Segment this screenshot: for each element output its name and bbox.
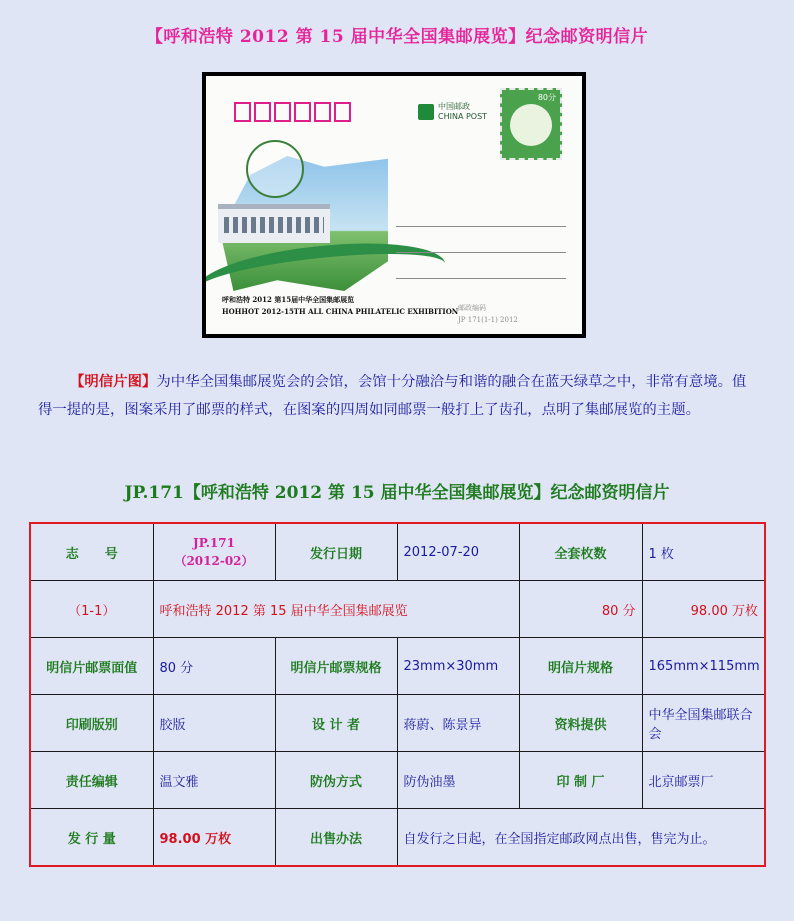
editor: 温文雅 <box>153 752 275 809</box>
item-quantity: 98.00 万枚 <box>642 581 765 638</box>
description-text: 为中华全国集邮展览会的会馆，会馆十分融洽与和谐的融合在蓝天绿草之中，非常有意境。值得一提的是，图案采用了邮票的样式，在图案的四周如同邮票一般打上了齿孔，点明了集邮展览的主题。 <box>38 374 747 418</box>
label-cell: 发行日期 <box>275 523 397 581</box>
issue-info-table <box>29 522 766 867</box>
label-cell: 明信片邮票规格 <box>275 638 397 695</box>
stamp-face-value: 80 分 <box>153 638 275 695</box>
label-cell: 发 行 量 <box>30 809 153 867</box>
label-cell: 印 制 厂 <box>519 752 642 809</box>
address-line <box>396 226 566 227</box>
postcard-caption-cn: 呼和浩特 2012 第15届中华全国集邮展览 <box>222 295 355 304</box>
china-post-brand-en: CHINA POST <box>438 112 488 121</box>
label-cell: 责任编辑 <box>30 752 153 809</box>
stamp-value: 80分 <box>537 93 556 102</box>
designers: 蒋蔚、陈景异 <box>397 695 519 752</box>
postcard-image <box>202 72 586 338</box>
postcard-size: 165mm×115mm <box>642 638 765 695</box>
stamp-emblem-icon <box>510 104 552 146</box>
data-provider: 中华全国集邮联合会 <box>642 695 765 752</box>
postcard-caption <box>222 294 458 318</box>
china-post-logo <box>418 102 487 122</box>
postal-code-area <box>458 302 518 326</box>
issue-code: JP.171 <box>193 536 235 550</box>
table-row <box>30 809 765 867</box>
item-name: 呼和浩特 2012 第 15 届中华全国集邮展览 <box>153 581 519 638</box>
item-value: 80 分 <box>519 581 642 638</box>
china-post-icon <box>418 104 434 120</box>
description-tag: 【明信片图】 <box>70 374 157 390</box>
issue-date: 2012-07-20 <box>397 523 519 581</box>
label-cell: 印刷版别 <box>30 695 153 752</box>
postcard-serial: JP 171(1-1) 2012 <box>458 316 518 324</box>
address-line <box>396 278 566 279</box>
table-row <box>30 752 765 809</box>
page-title: 【呼和浩特 2012 第 15 届中华全国集邮展览】纪念邮资明信片 <box>145 27 649 47</box>
table-row <box>30 523 765 581</box>
label-cell: 全套枚数 <box>519 523 642 581</box>
item-number: （1-1） <box>30 581 153 638</box>
anti-counterfeit-method: 防伪油墨 <box>397 752 519 809</box>
postage-stamp <box>500 88 562 160</box>
sales-method: 自发行之日起，在全国指定邮政网点出售，售完为止。 <box>397 809 765 867</box>
address-line <box>396 252 566 253</box>
subtitle-code: JP.171 <box>124 483 184 503</box>
label-cell: 明信片邮票面值 <box>30 638 153 695</box>
printing-process: 胶版 <box>153 695 275 752</box>
label-cell: 资料提供 <box>519 695 642 752</box>
china-post-brand-cn: 中国邮政 <box>438 102 470 111</box>
postcard <box>206 76 582 334</box>
label-cell: 明信片规格 <box>519 638 642 695</box>
section-subtitle <box>0 478 794 503</box>
stamp-size: 23mm×30mm <box>397 638 519 695</box>
subtitle-text: 【呼和浩特 2012 第 15 届中华全国集邮展览】纪念邮资明信片 <box>183 483 670 503</box>
label-cell: 设 计 者 <box>275 695 397 752</box>
postcode-boxes <box>234 102 351 122</box>
label-cell: 出售办法 <box>275 809 397 867</box>
label-cell: 志 号 <box>30 523 153 581</box>
table-row <box>30 581 765 638</box>
postcard-caption-en: HOHHOT 2012-15TH ALL CHINA PHILATELIC EXHIBITION <box>222 307 459 316</box>
commemorative-seal-icon <box>246 140 304 198</box>
postcard-description <box>38 368 760 424</box>
issue-quantity: 98.00 万枚 <box>153 809 275 867</box>
table-row <box>30 695 765 752</box>
postal-code-label: 邮政编码 <box>458 304 486 312</box>
issue-year: （2012-02） <box>174 554 254 568</box>
set-count: 1 枚 <box>642 523 765 581</box>
table-row <box>30 638 765 695</box>
exhibition-hall-illustration <box>218 204 330 243</box>
label-cell: 防伪方式 <box>275 752 397 809</box>
printer: 北京邮票厂 <box>642 752 765 809</box>
issue-code-cell <box>153 523 275 581</box>
